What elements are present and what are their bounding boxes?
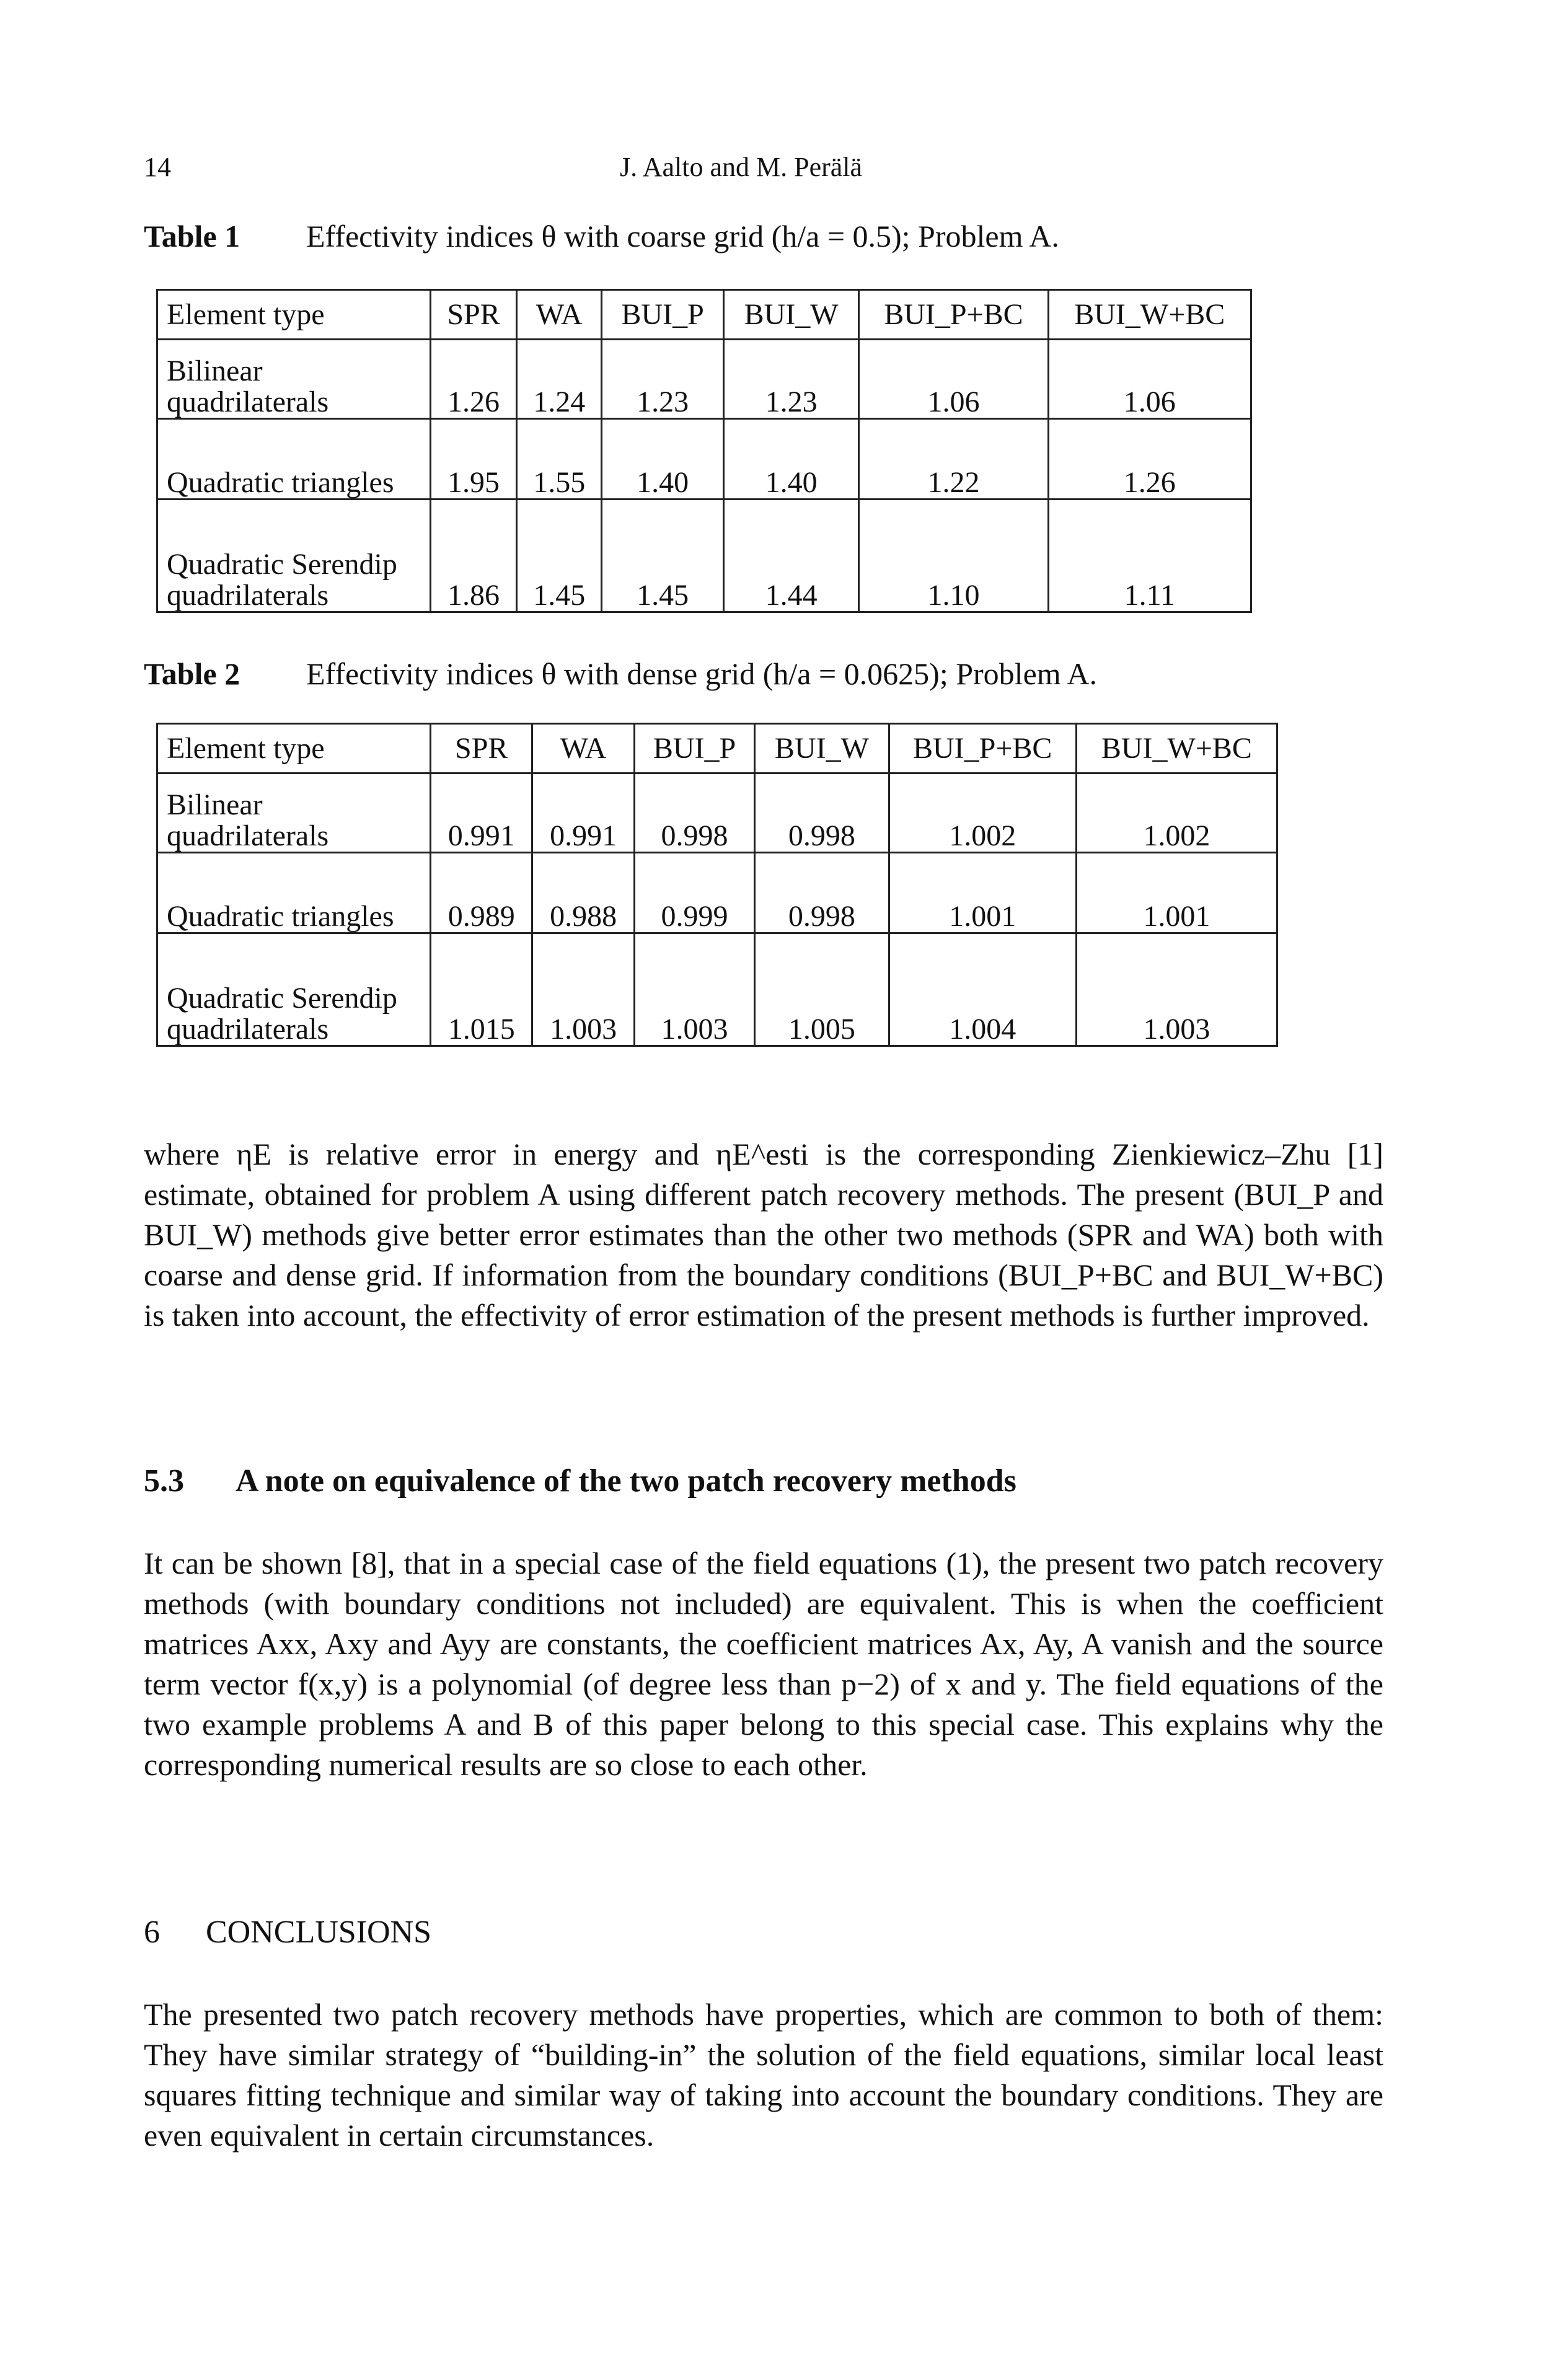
table-1-label: Table 1 [144,219,240,253]
table-cell: 1.22 [859,419,1048,500]
section-5-3-number: 5.3 [144,1463,184,1499]
section-6-title: CONCLUSIONS [206,1915,432,1950]
table-cell: 1.44 [723,500,859,612]
running-header-authors: J. Aalto and M. Perälä [620,152,863,182]
section-6-paragraph-text: The presented two patch recovery methods have properties, which are common to both of them: They have similar strategy of “building-in” the solution of the field equations, similar local least squares fitting technique and similar way of taking into account the boundary conditions. They are even equivalent in certain circumstances. [144,1997,1383,2153]
table-cell: 1.11 [1048,500,1251,612]
table-cell: 1.015 [431,933,532,1046]
table-cell: 1.55 [517,419,602,500]
section-5-3-heading [144,1463,1016,1499]
table-2-col-buiw: BUI_W [755,724,889,774]
row-label: Quadratic triangles [157,853,431,933]
table-cell: 1.45 [602,500,723,612]
section-6-heading [144,1914,431,1950]
table-2-col-buip: BUI_P [634,724,754,774]
table-cell: 0.998 [755,853,889,933]
table-1-col-buiw-bc: BUI_W+BC [1048,290,1251,340]
table-cell: 1.40 [602,419,723,500]
table-cell: 0.998 [634,774,754,853]
table-row [157,419,1251,500]
table-cell: 0.999 [634,853,754,933]
row-label: Quadratic triangles [157,419,431,500]
table-cell: 1.10 [859,500,1048,612]
table-1-col-buip: BUI_P [602,290,723,340]
row-label: Quadratic Serendip quadrilaterals [157,933,431,1046]
table-cell: 1.26 [1048,419,1251,500]
table-2-col-wa: WA [532,724,634,774]
table-cell: 1.24 [517,340,602,419]
table-1-header-row [157,290,1251,340]
table-cell: 1.001 [1076,853,1277,933]
section-6-number: 6 [144,1915,160,1950]
table-cell: 1.45 [517,500,602,612]
table-1 [156,289,1252,613]
table-row [157,933,1277,1046]
table-cell: 0.998 [755,774,889,853]
section-5-3-title: A note on equivalence of the two patch recovery methods [236,1463,1016,1499]
table-1-col-wa: WA [517,290,602,340]
table-2-col-buiw-bc: BUI_W+BC [1076,724,1277,774]
table-cell: 1.86 [431,500,517,612]
table-2-col-buip-bc: BUI_P+BC [889,724,1076,774]
table-1-col-buip-bc: BUI_P+BC [859,290,1048,340]
table-cell: 1.005 [755,933,889,1046]
table-cell: 1.23 [723,340,859,419]
table-cell: 1.40 [723,419,859,500]
table-1-col-buiw: BUI_W [723,290,859,340]
table-cell: 1.002 [889,774,1076,853]
table-row [157,853,1277,933]
row-label: Quadratic Serendip quadrilaterals [157,500,431,612]
table-2-label: Table 2 [144,656,240,691]
table-cell: 1.06 [859,340,1048,419]
where-paragraph-text: where ηE is relative error in energy and ηE^esti is the corresponding Zienkiewicz–Zhu [1] estimate, obtained for problem A using different patch recovery methods. The present (BUI_P and BUI_W) methods give better error estimates than the other two methods (SPR and WA) both with coarse and dense grid. If information from the boundary conditions (BUI_P+BC and BUI_W+BC) is taken into account, the effectivity of error estimation of the present methods is further improved. [144,1137,1383,1333]
where-paragraph [144,1134,1383,1336]
table-cell: 0.991 [431,774,532,853]
table-cell: 1.002 [1076,774,1277,853]
row-label: Bilinear quadrilaterals [157,340,431,419]
section-5-3-paragraph-text: It can be shown [8], that in a special case of the field equations (1), the present two patch recovery methods (with boundary conditions not included) are equivalent. This is when the coefficient matrices Axx, Axy and Ayy are constants, the coefficient matrices Ax, Ay, A vanish and the source term vector f(x,y) is a polynomial (of degree less than p−2) of x and y. The field equations of the two example problems A and B of this paper belong to this special case. This explains why the corresponding numerical results are so close to each other. [144,1546,1383,1782]
table-1-col-element-type: Element type [157,290,431,340]
table-1-col-spr: SPR [431,290,517,340]
table-1-caption-text: Effectivity indices θ with coarse grid (h/a = 0.5); Problem A. [306,219,1059,253]
table-cell: 1.26 [431,340,517,419]
table-cell: 1.004 [889,933,1076,1046]
table-1-caption [144,218,1059,254]
table-cell: 0.989 [431,853,532,933]
table-2 [156,723,1278,1047]
table-2-caption-text: Effectivity indices θ with dense grid (h/a = 0.0625); Problem A. [306,656,1098,691]
table-row [157,500,1251,612]
table-2-caption [144,656,1097,692]
table-cell: 1.003 [634,933,754,1046]
table-row [157,774,1277,853]
table-cell: 1.003 [532,933,634,1046]
table-2-header-row [157,724,1277,774]
table-2-col-element-type: Element type [157,724,431,774]
table-cell: 1.003 [1076,933,1277,1046]
table-cell: 1.23 [602,340,723,419]
table-cell: 1.001 [889,853,1076,933]
table-cell: 0.991 [532,774,634,853]
section-5-3-paragraph [144,1543,1383,1785]
table-cell: 0.988 [532,853,634,933]
table-row [157,340,1251,419]
page-number: 14 [144,152,171,182]
row-label: Bilinear quadrilaterals [157,774,431,853]
table-2-col-spr: SPR [431,724,532,774]
table-cell: 1.06 [1048,340,1251,419]
table-cell: 1.95 [431,419,517,500]
section-6-paragraph [144,1994,1383,2156]
